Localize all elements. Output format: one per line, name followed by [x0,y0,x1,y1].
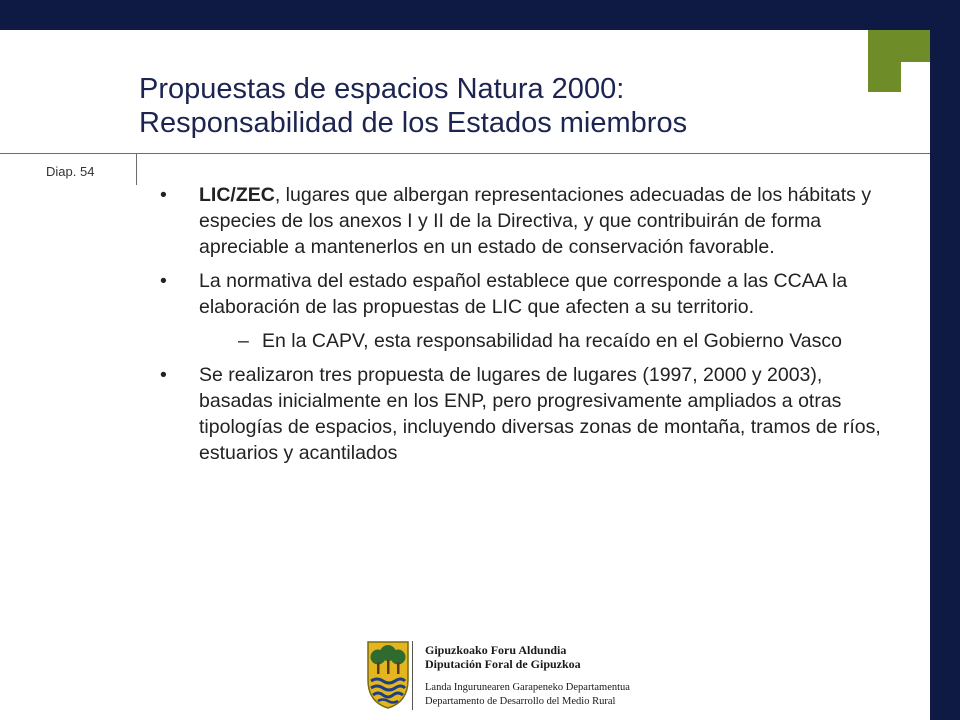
accent-notch [901,62,930,92]
title-line-2: Responsabilidad de los Estados miembros [139,107,688,139]
sub-bullet-item [238,328,900,354]
slide-number-divider [136,153,137,185]
bullet-mark: • [160,184,167,206]
title-divider [0,153,930,154]
gipuzkoa-coat-of-arms-icon [366,640,410,710]
top-decorative-bar [0,0,960,30]
sub-bullet-text: En la CAPV, esta responsabilidad ha recaído en el Gobierno Vasco [262,330,842,352]
slide-number: Diap. 54 [46,164,95,179]
slide-title [139,72,859,140]
title-line-1: Propuestas de espacios Natura 2000: [139,73,625,105]
slide-body [160,182,900,474]
bullet-item [160,268,900,320]
logo-separator [412,641,413,710]
bullet-text: Se realizaron tres propuesta de lugares de lugares (1997, 2000 y 2003), basadas inicialmente en los ENP, pero progresivamente ampliados a otras tipologías de espacios, incluyendo diversas zonas de montaña, tramos de ríos, estuarios y acantilados [199,364,881,464]
bullet-text: La normativa del estado español establece que corresponde a las CCAA la elaboración de las propuestas de LIC que afecten a su territorio. [199,270,848,318]
bullet-text: , lugares que albergan representaciones adecuadas de los hábitats y especies de los anexos I y II de la Directiva, y que contribuirán de forma apreciable a mantenerlos en un estado de conservación favorable. [199,184,872,258]
bullet-mark: • [160,364,167,386]
bullet-item [160,182,900,260]
department-name-basque: Landa Ingurunearen Garapeneko Departamentua [425,682,630,693]
bullet-mark: • [160,270,167,292]
bullet-bold-term: LIC/ZEC [199,184,275,206]
bullet-item [160,362,900,466]
dash-mark: – [238,330,249,352]
org-name-basque: Gipuzkoako Foru Aldundia [425,643,567,657]
bullet-content [199,182,899,260]
right-decorative-bar [930,0,960,720]
org-name-spanish: Diputación Foral de Gipuzkoa [425,657,581,671]
department-name-spanish: Departamento de Desarrollo del Medio Rural [425,696,616,707]
